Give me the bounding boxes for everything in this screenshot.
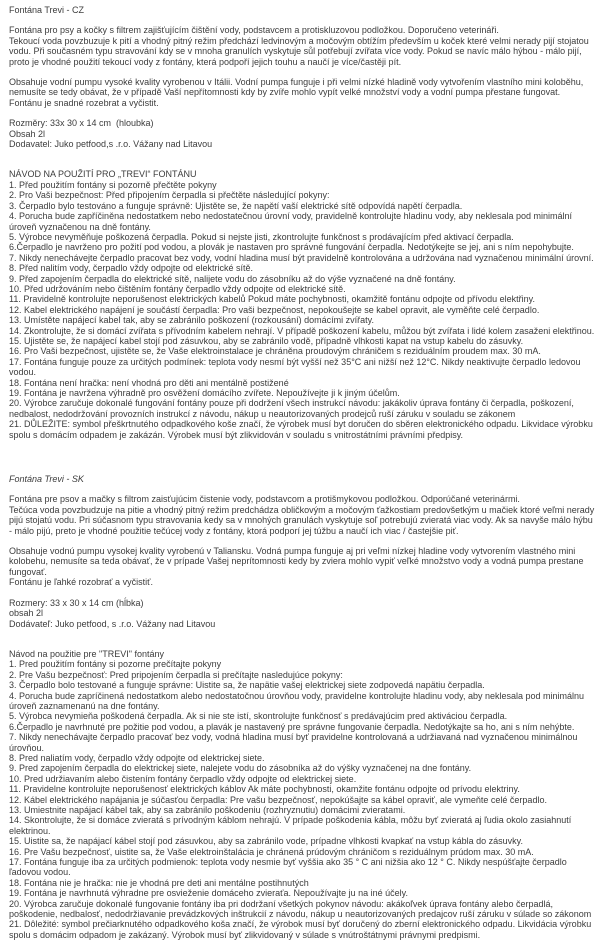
sk-spec-line: Rozmery: 33 x 30 x 14 cm (hĺbka) (9, 597, 144, 608)
sk-pump-line: Fontánu je ľahké rozobrať a vyčistiť. (9, 577, 153, 588)
sk-spec-line: obsah 2l (9, 608, 44, 619)
sk-instruction-item: 20. Výrobca zaručuje dokonalé fungovanie fontány iba pri dodržaní všetkých pokynov návodu: akákoľvek úprava fontány alebo čerpadlá, poškodenie, nedbalosť, nedodržiavanie prevádzkových inštrukcií z návodu, nákup u neautorizovaných predajcov ruší záruku v súlade so zákonom (9, 898, 592, 920)
cz-spec-line: Dodavatel: Juko petfood,s .r.o. Vážany nad Litavou (9, 139, 213, 150)
cz-instruction-item: 12. Kabel elektrického napájení je součástí čerpadla: Pro vaši bezpečnost, nepokoušejte se kabel opravit, ale vyměňte celé čerpadlo. (9, 304, 540, 315)
cz-instruction-item: 21. DŮLEŽITE: symbol přeškrtnutého odpadkového koše značí, že výrobek musí byt doručen do sběren elektronického odpadu. Likvidace výrobku spolu s domácím odpadem je zakázán. Výrobek musí být zlikvidován v souladu s vnitrostátními právními předpisy. (9, 419, 596, 440)
sk-instructions-list (9, 659, 596, 940)
blank-line (9, 629, 596, 649)
cz-instruction-item: 19. Fontána je navržena výhradně pro osvěžení domácího zvířete. Nepoužívejte ji k jiným účelům. (9, 388, 400, 398)
sk-intro-line: Fontána pre psov a mačky s filtrom zaisťujúcim čistenie vody, podstavcom a protišmykovou podložkou. Odporúčané veterinármi. (9, 494, 520, 505)
cz-pump-line: Fontánu je snadné rozebrat a vyčistit. (9, 97, 159, 108)
cz-pump-line: Obsahuje vodní pumpu vysoké kvality vyrobenou v Itálii. Vodní pumpa funguje i při velmi nízké hladině vody vytvořením vlastního mini koloběhu, nemusíte se tedy obávat, že v případě Vaší nepřítomnosti kdy by zvíře mohlo vypít velké množství vody a vodní pumpa přestane fungovat. (9, 77, 586, 98)
sk-instruction-item: 14. Skontrolujte, že si domáce zvieratá s prívodným káblom nehrajú. V prípade poškodenia kábla, môžu byť zvieratá aj ľudia okolo zasiahnutí elektrinou. (9, 815, 574, 836)
sk-instruction-item: 3. Čerpadlo bolo testované a funguje správne: Uistite sa, že napätie vašej elektrickej siete zodpovedá napätiu čerpadla. (9, 680, 485, 691)
section-cz (9, 5, 596, 440)
cz-instruction-item: 16. Pro Vaši bezpečnost, ujistěte se, že Vaše elektroinstalace je chráněna proudovým chráničem s reziduálním proudem max. 30 mA. (9, 346, 541, 357)
cz-instruction-item: 20. Výrobce zaručuje dokonalé fungování fontány pouze při dodržení všech instrukcí návodu: jakákoliv úprava fontány či čerpadla, poškození, nedbalost, nedodržování provozních instrukcí z návodu, nákup u neautorizovaných prodejců ruší záruku v souladu se zákonem (9, 398, 577, 419)
blank-line (9, 108, 596, 118)
cz-instructions-list (9, 180, 596, 440)
sk-instruction-item: 15. Uistite sa, že napájací kábel stojí pod zásuvkou, aby sa zabránilo vode, prípadne vlhkosti kvapkať na vstup kábla do zásuvky. (9, 836, 524, 847)
sk-pump-line: Obsahuje vodnú pumpu vysokej kvality vyrobenú v Taliansku. Vodná pumpa funguje aj pri veľmi nízkej hladine vody vytvorením vlastného mini kolobehu, nemusíte sa teda obávať, že v prípade Vašej neprítomnosti kedy by zviera mohlo vypiť veľké množstvo vody a vodná pumpa prestane fungovať. (9, 546, 587, 577)
blank-line (9, 67, 596, 77)
cz-instruction-item: 15. Ujistěte se, že napájecí kabel stojí pod zásuvkou, aby se zabránilo vodě, případně vlhkosti kapat na vstup kabelu do zásuvky. (9, 335, 524, 346)
sk-instruction-item: 2. Pre Vašu bezpečnosť: Pred pripojením čerpadla si prečítajte nasledujúce pokyny: (9, 669, 343, 680)
blank-line (9, 588, 596, 598)
cz-instruction-item: 7. Nikdy nenechávejte čerpadlo pracovat bez vody, vodní hladina musí být pravidelně kontrolována a udržována nad vyznačenou minimální úrovní. (9, 252, 594, 263)
sk-instructions-heading: Návod na použitie pre "TREVI" fontány (9, 648, 164, 659)
sk-instruction-item: 1. Pred použitím fontány si pozorne prečítajte pokyny (9, 659, 222, 670)
cz-instruction-item: 17. Fontána funguje pouze za určitých podmínek: teplota vody nesmí být vyšší než 35°C ani nižší než 12°C. Nikdy neaktivujte čerpadlo ledovou vodou. (9, 356, 584, 378)
cz-instruction-item: 8. Před nalitím vody, čerpadlo vždy odpojte od elektrické sítě. (9, 263, 253, 274)
sk-instruction-item: 5. Výrobca nevymieňa poškodená čerpadla. Ak si nie ste istí, skontrolujte funkčnosť s predávajúcim pred aktiváciou čerpadla. (9, 711, 508, 722)
sk-instruction-item: 7. Nikdy nenechávajte čerpadlo pracovať bez vody, vodná hladina musí byť pravidelne kontrolovaná a udržiavaná nad vyznačenou minimálnou úrovňou. (9, 732, 580, 753)
sk-pump-paragraph (9, 546, 596, 588)
cz-pump-paragraph (9, 77, 596, 108)
sk-instruction-item: 10. Pred udržiavaním alebo čistením fontány čerpadlo vždy odpojte od elektrickej siete. (9, 773, 357, 784)
sk-instruction-item: 8. Pred naliatím vody, čerpadlo vždy odpojte od elektrickej siete. (9, 752, 265, 763)
cz-instruction-item: 13. Umístěte napájecí kabel tak, aby se zabránilo poškození (rozkousání) domácími zvířaty. (9, 315, 375, 326)
cz-instruction-item: 4. Porucha bude zapříčiněna nedostatkem nebo nedostatečnou úrovní vody, pravidelně kontrolujte hladinu vody, aby neklesala pod minimální úroveň vyznačenou na dně fontány. (9, 211, 575, 232)
sk-instruction-item: 16. Pre Vašu bezpečnosť, uistite sa, že Vaše elektroinštalácia je chránená prúdovým chráničom s reziduálnym prúdom max. 30 mA. (9, 846, 534, 857)
sk-intro-paragraph (9, 494, 596, 536)
section-sk (9, 474, 596, 940)
sk-instruction-item: 6.Čerpadlo je navrhnuté pre požitie pod vodou, a plavák je nastavený pre správne fungovanie čerpadla. Nedotýkajte sa ho, ani s ním nehýbte. (9, 721, 575, 732)
cz-spec-line: Obsah 2l (9, 128, 46, 139)
cz-instruction-item: 5. Výrobce nevyměňuje poškozená čerpadla. Pokud si nejste jisti, zkontrolujte funkčnost s prodávajícím před aktivací čerpadla. (9, 231, 514, 242)
sk-specs (9, 598, 596, 629)
cz-instruction-item: 9. Před zapojením čerpadla do elektrické sítě, nalijete vodu do zásobníku až do výše vyznačené na dně fontány. (9, 273, 456, 284)
sk-intro-line: Tečúca voda povzbudzuje na pitie a vhodný pitný režim predchádza obličkovým a močovým ťažkostiam predovšetkým u mačiek ktoré veľmi nerady pijú stojatú vodu. Pri súčasnom typu stravovania kedy sa v mnohých granulách vyskytuje soľ potrebujú zvieratá viac vody. Ak sa navyše málo hýbu - málo pijú, preto je vhodné použitie tečúcej vody z fontány, ktorá podporí jej túžbu a naučí ich viac / častejšie piť. (9, 504, 597, 536)
cz-section-title: Fontána Trevi - CZ (9, 5, 85, 15)
cz-instruction-item: 11. Pravidelně kontrolujte neporušenost elektrických kabelů Pokud máte pochybnosti, okamžitě fontánu odpojte od přívodu elektřiny. (9, 294, 535, 305)
cz-instruction-item: 2. Pro Vaši bezpečnost: Před připojením čerpadla si přečtěte následující pokyny: (9, 190, 330, 201)
cz-intro-paragraph (9, 25, 596, 67)
cz-instructions-heading: NÁVOD NA POUŽITÍ PRO „TREVI“ FONTÁNU (9, 169, 197, 180)
cz-instruction-item: 18. Fontána není hračka: není vhodná pro děti ani mentálně postižené (9, 377, 289, 388)
sk-instruction-item: 19. Fontána je navrhnutá výhradne pre osvieženie domáceho zvieraťa. Nepoužívajte ju na iné účely. (9, 888, 408, 899)
sk-instruction-item: 9. Pred zapojením čerpadla do elektrickej siete, nalejete vodu do zásobníka až do výšky vyznačenej na dne fontány. (9, 763, 472, 774)
cz-instruction-item: 3. Čerpadlo bylo testováno a funguje správně: Ujistěte se, že napětí vaší elektrické sítě odpovídá napětí čerpadla. (9, 200, 463, 211)
blank-line (9, 484, 596, 494)
sk-instruction-item: 17. Fontána funguje iba za určitých podmienok: teplota vody nesmie byť vyššia ako 35 ° C ani nižšia ako 12 ° C. Nikdy nespúšťajte čerpadlo ľadovou vodou. (9, 857, 570, 878)
cz-instruction-item: 1. Před použitím fontány si pozorně přečtěte pokyny (9, 179, 217, 190)
sk-instruction-item: 4. Porucha bude zapríčinená nedostatkom alebo nedostatočnou úrovňou vody, pravidelne kontrolujte hladinu vody, aby neklesala pod minimálnu úroveň zaznamenanú na dne fontány. (9, 690, 587, 711)
sk-section-title: Fontána Trevi - SK (9, 474, 84, 485)
cz-instruction-item: 10. Před udržováním nebo čištěním fontány čerpadlo vždy odpojte od elektrické sítě. (9, 283, 346, 294)
sk-instruction-item: 18. Fontána nie je hračka: nie je vhodná pre deti ani mentálne postihnutých (9, 877, 309, 888)
cz-specs (9, 118, 596, 149)
sk-instruction-item: 12. Kábel elektrického napájania je súčasťou čerpadla: Pre vašu bezpečnosť, nepokúšajte sa kábel opraviť, ale vymeňte celé čerpadlo. (9, 794, 547, 805)
cz-instruction-item: 6.Čerpadlo je navrženo pro požití pod vodou, a plovák je nastaven pro správné fungování čerpadla. Nedotýkejte se jej, ani s ním nepohybujte. (9, 242, 574, 253)
sk-instruction-item: 21. Dôležité: symbol prečiarknutého odpadkového koša značí, že výrobok musí byť doručený do zberní elektronického odpadu. Likvidácia výrobku spolu s domácim odpadom je zakázaný. Výrobok musí byť zlikvidovaný v súlade s vnútroštátnymi právnymi predpismi. (9, 919, 594, 940)
cz-instruction-item: 14. Zkontrolujte, že si domácí zvířata s přívodním kabelem nehrají. V případě poškození kabelu, můžou být zvířata i lidé kolem zasaženi elektřinou. (9, 325, 595, 336)
section-separator (9, 440, 596, 474)
sk-spec-line: Dodávateľ: Juko petfood, s .r.o. Vážany nad Litavou (9, 618, 216, 629)
blank-line (9, 536, 596, 546)
sk-instruction-item: 11. Pravidelne kontrolujte neporušenosť elektrických káblov Ak máte pochybnosti, okamžite fontánu odpojte od prívodu elektriny. (9, 784, 520, 795)
cz-intro-line: Tekoucí voda povzbuzuje k pití a vhodný pitný režim předchází ledvinovým a močovým obtížím především u koček které velmi nerady pijí stojatou vodu. Při současném typu stravování kdy se v mnoha granulích vyskytuje sůl potřebují zvířata více vody. Pokud se navíc málo hýbou - málo pijí, proto je vhodné použití tekoucí vody z fontány, která podpoří jejich touhu a naučí je více/častěji pít. (9, 35, 592, 67)
blank-line (9, 149, 596, 169)
sk-instruction-item: 13. Umiestnite napájací kábel tak, aby sa zabránilo poškodeniu (rozhryznutiu) domácimi zvieratami. (9, 805, 406, 815)
cz-intro-line: Fontána pro psy a kočky s filtrem zajišťujícím čištění vody, podstavcem a protiskluzovou podložkou. Doporučeno veterináři. (9, 25, 499, 36)
cz-spec-line: Rozměry: 33x 30 x 14 cm (hloubka) (9, 118, 154, 129)
blank-line (9, 15, 596, 25)
